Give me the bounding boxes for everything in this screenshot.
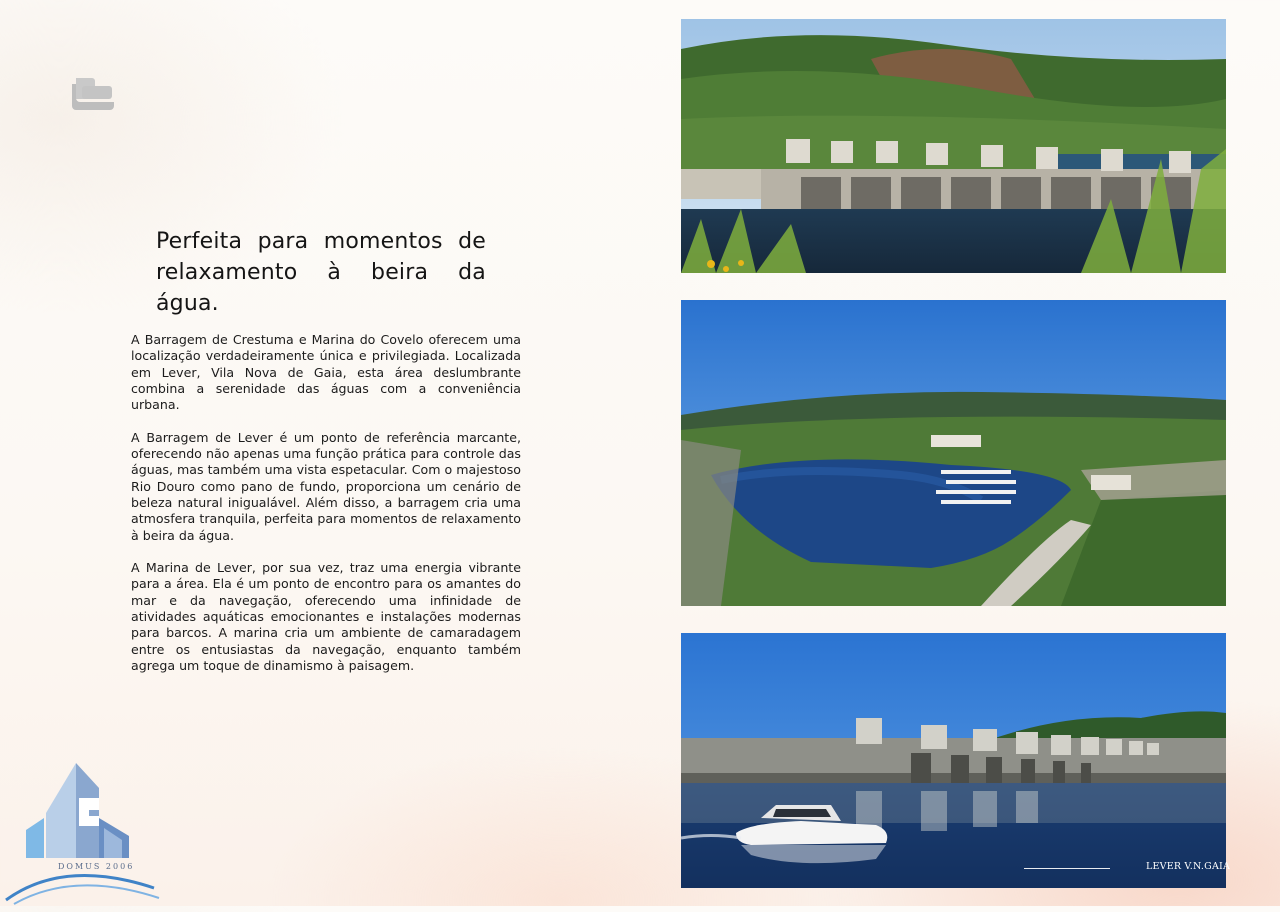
domus-logo (4, 758, 164, 908)
dam-photo (681, 19, 1226, 273)
paragraph: A Marina de Lever, por sua vez, traz uma energia vibrante para a área. Ela é um ponto de encontro para os amantes do mar e da navegação, oferecendo uma infinidade de atividades aquáticas emocionantes e instalações modernas para barcos. A marina cria um ambiente de camaradagem entre os entusiastas da navegação, enquanto também agrega um toque de dinamismo à paisagem. (131, 560, 521, 673)
marina-photo (681, 300, 1226, 606)
body-text (131, 332, 521, 691)
logo-text: DOMUS 2006 (58, 862, 135, 871)
paragraph: A Barragem de Lever é um ponto de referência marcante, oferecendo não apenas uma função prática para controle das águas, mas também uma vista espetacular. Com o majestoso Rio Douro como pano de fundo, proporciona um cenário de beleza natural inigualável. Além disso, a barragem cria uma atmosfera tranquila, perfeita para momentos de relaxamento à beira da água. (131, 429, 521, 543)
dam-boat-photo (681, 633, 1226, 888)
page-title: Perfeita para momentos de relaxamento à beira da água. (156, 229, 486, 316)
caption-divider (1024, 868, 1110, 869)
photo-caption: LEVER V.N.GAIA (1146, 861, 1231, 872)
stacked-pages-icon (68, 74, 114, 114)
paragraph: A Barragem de Crestuma e Marina do Covelo oferecem uma localização verdadeiramente única e privilegiada. Localizada em Lever, Vila Nova de Gaia, esta área deslumbrante combina a serenidade das águas com a conveniência urbana. (131, 332, 521, 413)
